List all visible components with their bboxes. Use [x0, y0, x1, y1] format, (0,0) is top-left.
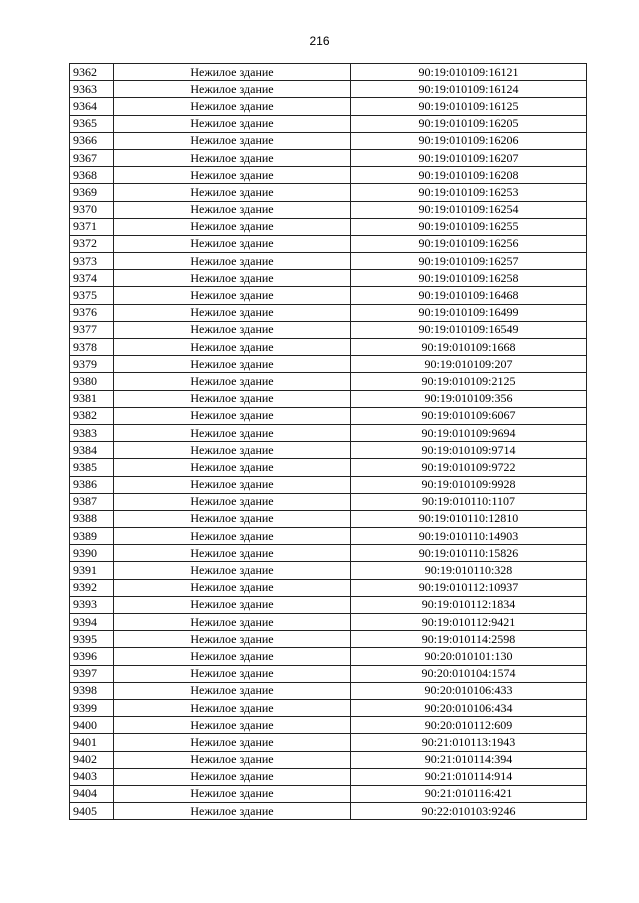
row-number-cell: 9405	[70, 803, 114, 820]
table-row	[70, 545, 587, 562]
object-type-cell: Нежилое здание	[114, 648, 351, 665]
object-type-cell: Нежилое здание	[114, 321, 351, 338]
table-row	[70, 717, 587, 734]
table-row	[70, 699, 587, 716]
cadastral-number-cell: 90:19:010114:2598	[351, 631, 587, 648]
object-type-cell: Нежилое здание	[114, 699, 351, 716]
row-number-cell: 9364	[70, 98, 114, 115]
cadastral-number-cell: 90:20:010106:434	[351, 699, 587, 716]
object-type-cell: Нежилое здание	[114, 132, 351, 149]
row-number-cell: 9403	[70, 768, 114, 785]
row-number-cell: 9391	[70, 562, 114, 579]
cadastral-number-cell: 90:19:010109:16124	[351, 81, 587, 98]
row-number-cell: 9390	[70, 545, 114, 562]
table-row	[70, 785, 587, 802]
table-row	[70, 64, 587, 81]
row-number-cell: 9378	[70, 339, 114, 356]
table-row	[70, 665, 587, 682]
object-type-cell: Нежилое здание	[114, 253, 351, 270]
object-type-cell: Нежилое здание	[114, 562, 351, 579]
cadastral-number-cell: 90:19:010109:16499	[351, 304, 587, 321]
row-number-cell: 9396	[70, 648, 114, 665]
row-number-cell: 9399	[70, 699, 114, 716]
cadastral-number-cell: 90:19:010109:16208	[351, 167, 587, 184]
row-number-cell: 9373	[70, 253, 114, 270]
cadastral-number-cell: 90:19:010109:6067	[351, 407, 587, 424]
object-type-cell: Нежилое здание	[114, 493, 351, 510]
row-number-cell: 9379	[70, 356, 114, 373]
row-number-cell: 9397	[70, 665, 114, 682]
cadastral-number-cell: 90:19:010109:16121	[351, 64, 587, 81]
cadastral-number-cell: 90:19:010109:16256	[351, 235, 587, 252]
cadastral-number-cell: 90:20:010106:433	[351, 682, 587, 699]
object-type-cell: Нежилое здание	[114, 373, 351, 390]
cadastral-number-cell: 90:19:010109:2125	[351, 373, 587, 390]
table-row	[70, 476, 587, 493]
table-row	[70, 734, 587, 751]
object-type-cell: Нежилое здание	[114, 442, 351, 459]
table-row	[70, 115, 587, 132]
row-number-cell: 9381	[70, 390, 114, 407]
cadastral-number-cell: 90:19:010110:328	[351, 562, 587, 579]
object-type-cell: Нежилое здание	[114, 424, 351, 441]
object-type-cell: Нежилое здание	[114, 596, 351, 613]
table-row	[70, 321, 587, 338]
object-type-cell: Нежилое здание	[114, 665, 351, 682]
cadastral-number-cell: 90:21:010113:1943	[351, 734, 587, 751]
row-number-cell: 9384	[70, 442, 114, 459]
cadastral-number-cell: 90:19:010109:9928	[351, 476, 587, 493]
table-row	[70, 270, 587, 287]
object-type-cell: Нежилое здание	[114, 339, 351, 356]
cadastral-number-cell: 90:22:010103:9246	[351, 803, 587, 820]
cadastral-number-cell: 90:19:010109:16257	[351, 253, 587, 270]
table-row	[70, 614, 587, 631]
cadastral-number-cell: 90:19:010109:16206	[351, 132, 587, 149]
object-type-cell: Нежилое здание	[114, 579, 351, 596]
row-number-cell: 9393	[70, 596, 114, 613]
cadastral-number-cell: 90:19:010109:1668	[351, 339, 587, 356]
object-type-cell: Нежилое здание	[114, 98, 351, 115]
object-type-cell: Нежилое здание	[114, 785, 351, 802]
cadastral-number-cell: 90:19:010109:16253	[351, 184, 587, 201]
object-type-cell: Нежилое здание	[114, 356, 351, 373]
table-row	[70, 528, 587, 545]
object-type-cell: Нежилое здание	[114, 115, 351, 132]
cadastral-number-cell: 90:19:010112:10937	[351, 579, 587, 596]
table-row	[70, 682, 587, 699]
row-number-cell: 9368	[70, 167, 114, 184]
row-number-cell: 9400	[70, 717, 114, 734]
row-number-cell: 9371	[70, 218, 114, 235]
row-number-cell: 9363	[70, 81, 114, 98]
table-row	[70, 493, 587, 510]
row-number-cell: 9401	[70, 734, 114, 751]
cadastral-number-cell: 90:19:010109:356	[351, 390, 587, 407]
registry-table	[69, 63, 587, 820]
cadastral-number-cell: 90:20:010112:609	[351, 717, 587, 734]
cadastral-number-cell: 90:21:010116:421	[351, 785, 587, 802]
cadastral-number-cell: 90:20:010104:1574	[351, 665, 587, 682]
object-type-cell: Нежилое здание	[114, 459, 351, 476]
row-number-cell: 9398	[70, 682, 114, 699]
row-number-cell: 9387	[70, 493, 114, 510]
cadastral-number-cell: 90:19:010112:1834	[351, 596, 587, 613]
row-number-cell: 9377	[70, 321, 114, 338]
row-number-cell: 9362	[70, 64, 114, 81]
object-type-cell: Нежилое здание	[114, 717, 351, 734]
table-row	[70, 81, 587, 98]
cadastral-number-cell: 90:19:010112:9421	[351, 614, 587, 631]
table-row	[70, 803, 587, 820]
table-row	[70, 562, 587, 579]
cadastral-number-cell: 90:19:010109:16258	[351, 270, 587, 287]
table-row	[70, 648, 587, 665]
row-number-cell: 9383	[70, 424, 114, 441]
row-number-cell: 9404	[70, 785, 114, 802]
object-type-cell: Нежилое здание	[114, 407, 351, 424]
table-row	[70, 339, 587, 356]
object-type-cell: Нежилое здание	[114, 545, 351, 562]
cadastral-number-cell: 90:19:010109:9714	[351, 442, 587, 459]
table-row	[70, 98, 587, 115]
table-row	[70, 356, 587, 373]
cadastral-number-cell: 90:19:010109:207	[351, 356, 587, 373]
row-number-cell: 9365	[70, 115, 114, 132]
cadastral-number-cell: 90:19:010109:16254	[351, 201, 587, 218]
table-row	[70, 287, 587, 304]
row-number-cell: 9375	[70, 287, 114, 304]
table-row	[70, 751, 587, 768]
cadastral-number-cell: 90:19:010109:16468	[351, 287, 587, 304]
cadastral-number-cell: 90:21:010114:394	[351, 751, 587, 768]
object-type-cell: Нежилое здание	[114, 304, 351, 321]
row-number-cell: 9380	[70, 373, 114, 390]
table-row	[70, 596, 587, 613]
row-number-cell: 9386	[70, 476, 114, 493]
row-number-cell: 9388	[70, 510, 114, 527]
table-row	[70, 510, 587, 527]
cadastral-number-cell: 90:19:010110:15826	[351, 545, 587, 562]
table-row	[70, 167, 587, 184]
cadastral-number-cell: 90:19:010109:16205	[351, 115, 587, 132]
cadastral-number-cell: 90:19:010110:1107	[351, 493, 587, 510]
table-row	[70, 132, 587, 149]
object-type-cell: Нежилое здание	[114, 682, 351, 699]
object-type-cell: Нежилое здание	[114, 64, 351, 81]
row-number-cell: 9382	[70, 407, 114, 424]
row-number-cell: 9389	[70, 528, 114, 545]
table-row	[70, 304, 587, 321]
row-number-cell: 9374	[70, 270, 114, 287]
object-type-cell: Нежилое здание	[114, 476, 351, 493]
table-row	[70, 424, 587, 441]
row-number-cell: 9376	[70, 304, 114, 321]
page-number: 216	[309, 34, 330, 48]
row-number-cell: 9392	[70, 579, 114, 596]
cadastral-number-cell: 90:19:010109:16207	[351, 149, 587, 166]
row-number-cell: 9402	[70, 751, 114, 768]
table-row	[70, 459, 587, 476]
object-type-cell: Нежилое здание	[114, 528, 351, 545]
object-type-cell: Нежилое здание	[114, 167, 351, 184]
object-type-cell: Нежилое здание	[114, 235, 351, 252]
row-number-cell: 9394	[70, 614, 114, 631]
cadastral-number-cell: 90:21:010114:914	[351, 768, 587, 785]
object-type-cell: Нежилое здание	[114, 287, 351, 304]
row-number-cell: 9367	[70, 149, 114, 166]
table-row	[70, 184, 587, 201]
cadastral-number-cell: 90:19:010110:12810	[351, 510, 587, 527]
object-type-cell: Нежилое здание	[114, 631, 351, 648]
cadastral-number-cell: 90:19:010109:16549	[351, 321, 587, 338]
cadastral-number-cell: 90:19:010109:9694	[351, 424, 587, 441]
object-type-cell: Нежилое здание	[114, 81, 351, 98]
object-type-cell: Нежилое здание	[114, 768, 351, 785]
cadastral-number-cell: 90:19:010109:16125	[351, 98, 587, 115]
object-type-cell: Нежилое здание	[114, 803, 351, 820]
table-row	[70, 390, 587, 407]
row-number-cell: 9369	[70, 184, 114, 201]
row-number-cell: 9395	[70, 631, 114, 648]
object-type-cell: Нежилое здание	[114, 390, 351, 407]
object-type-cell: Нежилое здание	[114, 201, 351, 218]
object-type-cell: Нежилое здание	[114, 184, 351, 201]
row-number-cell: 9366	[70, 132, 114, 149]
row-number-cell: 9372	[70, 235, 114, 252]
object-type-cell: Нежилое здание	[114, 614, 351, 631]
object-type-cell: Нежилое здание	[114, 734, 351, 751]
table-row	[70, 218, 587, 235]
object-type-cell: Нежилое здание	[114, 218, 351, 235]
row-number-cell: 9385	[70, 459, 114, 476]
object-type-cell: Нежилое здание	[114, 751, 351, 768]
cadastral-number-cell: 90:20:010101:130	[351, 648, 587, 665]
cadastral-number-cell: 90:19:010109:16255	[351, 218, 587, 235]
cadastral-number-cell: 90:19:010110:14903	[351, 528, 587, 545]
table-row	[70, 253, 587, 270]
registry-table-body	[70, 64, 587, 820]
table-row	[70, 149, 587, 166]
cadastral-number-cell: 90:19:010109:9722	[351, 459, 587, 476]
object-type-cell: Нежилое здание	[114, 510, 351, 527]
object-type-cell: Нежилое здание	[114, 270, 351, 287]
table-row	[70, 442, 587, 459]
table-row	[70, 768, 587, 785]
table-row	[70, 407, 587, 424]
object-type-cell: Нежилое здание	[114, 149, 351, 166]
table-row	[70, 579, 587, 596]
table-row	[70, 631, 587, 648]
table-row	[70, 235, 587, 252]
table-row	[70, 201, 587, 218]
row-number-cell: 9370	[70, 201, 114, 218]
table-row	[70, 373, 587, 390]
